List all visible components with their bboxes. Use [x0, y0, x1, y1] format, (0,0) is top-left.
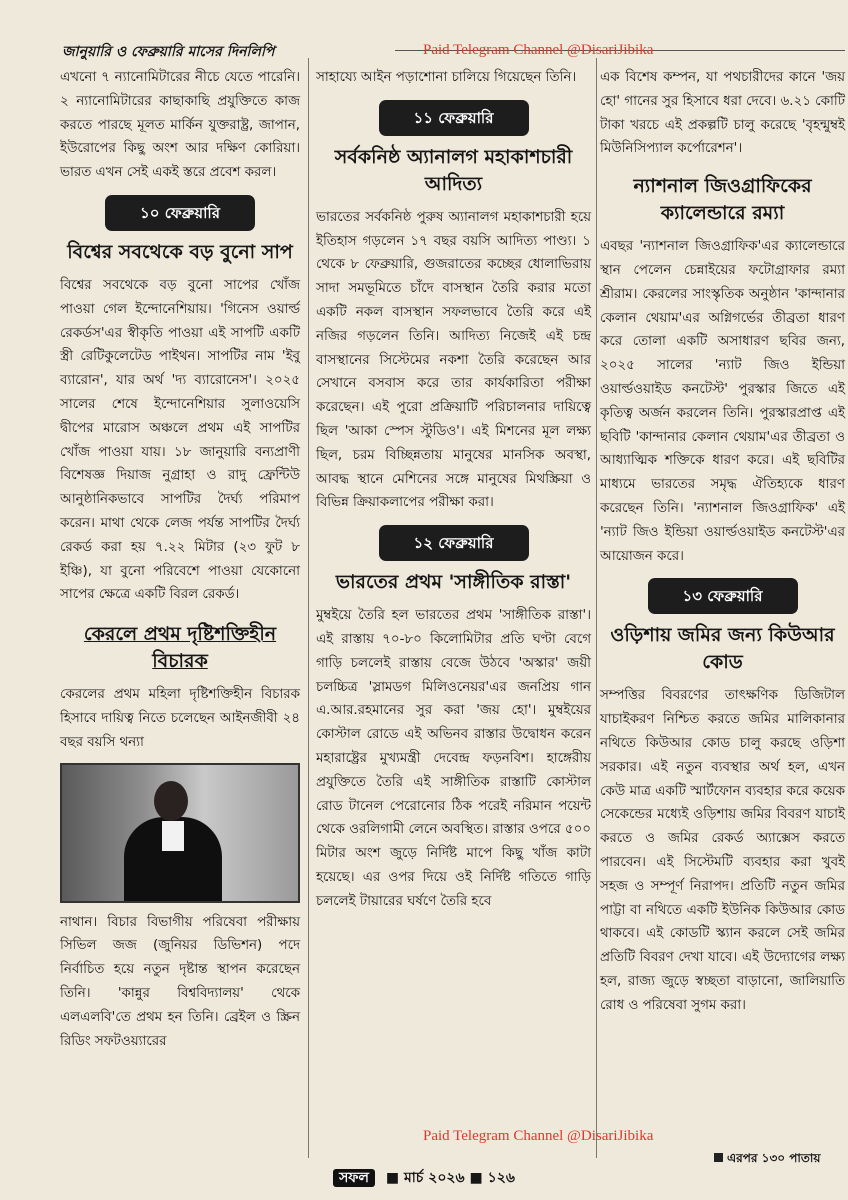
- page-footer: [0, 1166, 848, 1190]
- headline-snake: বিশ্বের সবথেকে বড় বুনো সাপ: [67, 240, 293, 263]
- headline-odisha-qr: ওড়িশায় জমির জন্য কিউআর কোড: [610, 624, 835, 674]
- article-natgeo: এবছর 'ন্যাশনাল জিওগ্রাফিক'এর ক্যালেন্ডারে স্থান পেলেন চেন্নাইয়ের ফটোগ্রাফার রম্যা শ্রীরাম। কেরলের সাংস্কৃতিক অনুষ্ঠান 'কান্দানার কেলান থেয়াম'এর অগ্নিগর্ভের তীব্রতা ধারণ করে তোলা একটি অসাধারণ ছবির জন্য, ২০২৫ সালের 'ন্যাট জিও ইন্ডিয়া ওয়ার্ল্ডওয়াইড কনটেস্ট' পুরস্কার জিতে এই কৃতিত্ব অর্জন করলেন তিনি। পুরস্কারপ্রাপ্ত এই ছবিটি 'কান্দানার কেলান থেয়াম'এর তীব্রতা ও আধ্যাত্মিক শক্তিকে ধারণ করে। এই ছবিটির মাধ্যমে ভারতের সমৃদ্ধ ঐতিহ্যকে ধারণ করেছেন তিনি। 'ন্যাশনাল জিওগ্রাফিক' এই 'ন্যাট জিও ইন্ডিয়া ওয়ার্ল্ডওয়াইড কনটেস্ট'এর আয়োজন করে।: [600, 239, 845, 564]
- article-snake: বিশ্বের সবথেকে বড় বুনো সাপের খোঁজ পাওয়া গেল ইন্দোনেশিয়ায়। 'গিনেস ওয়ার্ল্ড রেকর্ডস'এর স্বীকৃতি পাওয়া এই সাপটি একটি স্ত্রী রেটিকুলেটেড পাইথন। সাপটির নাম 'ইবু ব্যারোন', যার অর্থ 'দ্য ব্যারোনেস'। ২০২৫ সালের শেষে ইন্দোনেশিয়ার সুলাওয়েসি দ্বীপের মারোস অঞ্চলে প্রথম এই সাপটির খোঁজ পাওয়া যায়। ১৮ জানুয়ারি বন্যপ্রাণী বিশেষজ্ঞ দিয়াজ নুগ্রাহা ও রাদু ফ্রেন্টিউ আনুষ্ঠানিকভাবে সাপটির দৈর্ঘ্য পরিমাপ করেন। মাথা থেকে লেজ পর্যন্ত সাপটির দৈর্ঘ্য রেকর্ড করা হয় ৭.২২ মিটার (২৩ ফুট ৮ ইঞ্চি), যা বুনো পরিবেশে পাওয়া যেকোনো সাপের ক্ষেত্রে একটি বিরল রেকর্ড।: [60, 277, 300, 603]
- column-1: [60, 66, 300, 1053]
- headline-blind-judge: কেরলে প্রথম দৃষ্টিশক্তিহীন বিচারক: [83, 623, 277, 673]
- headline-musical-road: ভারতের প্রথম 'সাঙ্গীতিক রাস্তা': [335, 571, 572, 594]
- judge-photo: [60, 763, 300, 903]
- headline-analog-astronaut: সর্বকনিষ্ঠ অ্যানালগ মহাকাশচারী আদিত্য: [334, 145, 573, 195]
- article-analog-astronaut: ভারতের সর্বকনিষ্ঠ পুরুষ অ্যানালগ মহাকাশচারী হয়ে ইতিহাস গড়লেন ১৭ বছর বয়সি আদিত্য পাণ্ড্য। ১ থেকে ৮ ফেব্রুয়ারি, গুজরাতের কচ্ছের ধোলাভিরায় সাদা সমভূমিতে চাঁদে বাসস্থান তৈরি করার মতো একটি নকল বাসস্থান সফলভাবে তৈরি করে এই নজির গড়লেন তিনি। আদিত্য নিজেই এই চন্দ্র বাসস্থানের সিস্টেমের নকশা তৈরি করেছেন আর সেখানে বসবাস করে তার কার্যকারিতা পরীক্ষা করেছেন। এই পুরো প্রক্রিয়াটি পরিচালনার দায়িত্বে ছিল 'আকা স্পেস স্টুডিও'। এই মিশনের মূল লক্ষ্য ছিল, চরম বিচ্ছিন্নতায় মানুষের মানসিক অবস্থা, আবদ্ধ স্থানে মেশিনের সঙ্গে মানুষের মিথস্ক্রিয়া ও বিভিন্ন ক্রিয়াকলাপের পরীক্ষা করা।: [316, 209, 591, 511]
- square-bullet-icon: ■: [385, 1170, 400, 1186]
- musical-road-ending: এক বিশেষ কম্পন, যা পথচারীদের কানে 'জয় হো' গানের সুর হিসাবে ধরা দেবে। ৬.২১ কোটি টাকা খরচে এই প্রকল্পটি চালু করেছে 'বৃহন্মুম্বই মিউনিসিপ্যাল কর্পোরেশন'।: [600, 70, 845, 157]
- headline-natgeo: ন্যাশনাল জিওগ্রাফিকের ক্যালেন্ডারে রম্যা: [633, 175, 812, 225]
- continued-note: এরপর ১৩০ পাতায়: [714, 1150, 820, 1170]
- date-badge-13-feb: ১৩ ফেব্রুয়ারি: [648, 578, 798, 614]
- watermark-top: Paid Telegram Channel @DisariJibika: [423, 42, 654, 58]
- date-badge-11-feb: ১১ ফেব্রুয়ারি: [379, 100, 529, 136]
- date-badge-12-feb: ১২ ফেব্রুয়ারি: [379, 525, 529, 561]
- square-bullet-icon: [714, 1153, 723, 1162]
- column-divider-1: [308, 58, 309, 1158]
- square-bullet-icon: ■: [469, 1170, 483, 1186]
- issue-date: মার্চ ২০২৬: [403, 1170, 465, 1186]
- article-judge-part1: কেরলের প্রথম মহিলা দৃষ্টিশক্তিহীন বিচারক হিসাবে দায়িত্ব নিতে চলেছেন আইনজীবী ২৪ বছর বয়সি থন্যা: [60, 687, 300, 750]
- page-number: ১২৬: [487, 1170, 515, 1186]
- column-3: [600, 66, 845, 1018]
- article-musical-road: মুম্বইয়ে তৈরি হল ভারতের প্রথম 'সাঙ্গীতিক রাস্তা'। এই রাস্তায় ৭০-৮০ কিলোমিটার প্রতি ঘণ্টা বেগে গাড়ি চললেই রাস্তায় বেজে উঠবে 'অস্কার' জয়ী চলচ্চিত্র 'স্লামডগ মিলিওনেয়র'এর জনপ্রিয় গান এ.আর.রহমানের সুর করা 'জয় হো'। মুম্বইয়ের কোস্টাল রোডে এই অভিনব রাস্তার উদ্বোধন করেন মহারাষ্ট্রের মুখ্যমন্ত্রী দেবেন্দ্র ফড়নবিশ। হাঙ্গেরীয় প্রযুক্তিতে তৈরি এই সাঙ্গীতিক রাস্তাটি কোস্টাল রোড টানেল পেরোনোর ঠিক পরেই নরিমান পয়েন্ট থেকে ওরলিগামী লেনে অবস্থিত। রাস্তার ওপরে ৫০০ মিটার অংশ জুড়ে নির্দিষ্ট মাপে কিছু খাঁজ কাটা হয়েছে। এর ওপর দিয়ে ওই নির্দিষ্ট গতিতে গাড়ি চললেই টায়ারের ঘর্ষণে তৈরি হবে: [316, 608, 591, 909]
- article-odisha-qr: সম্পত্তির বিবরণের তাৎক্ষণিক ডিজিটাল যাচাইকরণ নিশ্চিত করতে জমির মালিকানার নথিতে কিউআর কোড চালু করছে ওড়িশা সরকার। এই নতুন ব্যবস্থার অর্থ হল, এখন কেউ মাত্র একটি স্মার্টফোন ব্যবহার করে কয়েক সেকেন্ডের মধ্যেই ওড়িশায় জমির বিবরণ যাচাই করতে ও জমির রেকর্ড অ্যাক্সেস করতে পারবেন। এই সিস্টেমটি ব্যবহার করা খুবই সহজ ও সম্পূর্ণ নিরাপদ। প্রতিটি নতুন জমির পাট্টা বা নথিতে একটি ইউনিক কিউআর কোড থাকবে। এই কোডটি স্ক্যান করলে সেই জমির প্রতিটি বিবরণ দেখা যাবে। এই উদ্যোগের লক্ষ্য হল, রাজ্য জুড়ে স্বচ্ছতা বাড়ানো, জালিয়াতি রোধ ও পরিষেবা সুগম করা।: [600, 688, 845, 1013]
- chip-article-ending: এখনো ৭ ন্যানোমিটারের নীচে যেতে পারেনি। ২ ন্যানোমিটারের কাছাকাছি প্রযুক্তিতে কাজ করতে পারছে মূলত মার্কিন যুক্তরাষ্ট্র, জাপান, ইউরোপের কিছু অংশ আর দক্ষিণ কোরিয়া। ভারত এখন সেই একই স্তরে প্রবেশ করল।: [60, 70, 300, 181]
- running-title: জানুয়ারি ও ফেব্রুয়ারি মাসের দিনলিপি: [62, 44, 275, 60]
- article-judge-part2: নাথান। বিচার বিভাগীয় পরিষেবা পরীক্ষায় সিভিল জজ (জুনিয়র ডিভিশন) পদে নির্বাচিত হয়ে নতুন দৃষ্টান্ত স্থাপন করেছেন তিনি। 'কান্নুর বিশ্ববিদ্যালয়' থেকে এলএলবি'তে প্রথম হন তিনি। ব্রেইল ও স্ক্রিন রিডিং সফটওয়্যারের: [60, 914, 300, 1049]
- date-badge-10-feb: ১০ ফেব্রুয়ারি: [105, 195, 255, 231]
- column-divider-2: [596, 58, 597, 1158]
- article-odisha-qr-end: পরিষেবা সুগম করা।: [642, 997, 746, 1013]
- magazine-logo: সফল: [333, 1169, 375, 1187]
- watermark-bottom: Paid Telegram Channel @DisariJibika: [423, 1128, 654, 1144]
- judge-article-ending: সাহায্যে আইন পড়াশোনা চালিয়ে গিয়েছেন তিনি।: [316, 70, 577, 85]
- column-2: [316, 66, 591, 914]
